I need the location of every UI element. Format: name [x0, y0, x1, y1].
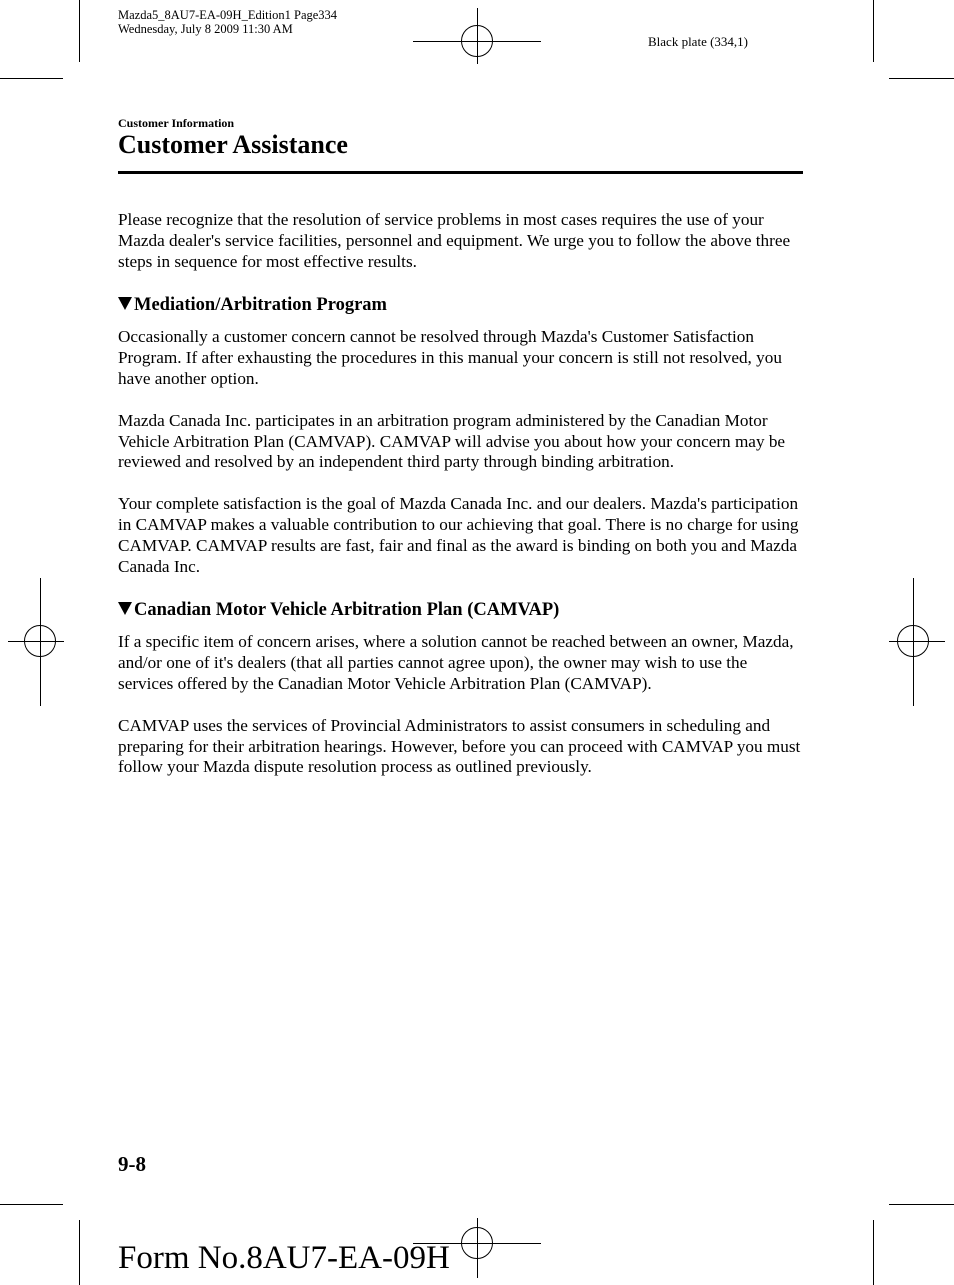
camvap-paragraph-2: CAMVAP uses the services of Provincial Administrators to assist consumers in scheduling and preparing for their arbitration hearings. However, before you can proceed with CAMVAP you must follow your Mazda dispute resolution process as outlined previously. [118, 715, 801, 777]
print-meta [118, 8, 337, 36]
form-number: Form No.8AU7-EA-09H [118, 1240, 450, 1276]
mediation-paragraph-2: Mazda Canada Inc. participates in an arbitration program administered by the Canadian Motor Vehicle Arbitration Plan (CAMVAP). CAMVAP will advise you about how your concern may be reviewed and resolved by an independent third party through binding arbitration. [118, 410, 786, 472]
section-label: Customer Information [118, 116, 235, 130]
page-title: Customer Assistance [118, 130, 348, 159]
heading-mediation [118, 294, 806, 316]
heading-camvap-text: Canadian Motor Vehicle Arbitration Plan (CAMVAP) [134, 600, 560, 621]
heading-camvap [118, 599, 806, 621]
intro-paragraph: Please recognize that the resolution of service problems in most cases requires the use of your Mazda dealer's service facilities, personnel and equipment. We urge you to follow the above three steps in sequence for most effective results. [118, 210, 791, 271]
plate-label: Black plate (334,1) [648, 34, 748, 49]
mediation-paragraph-1: Occasionally a customer concern cannot be resolved through Mazda's Customer Satisfaction Program. If after exhausting the procedures in this manual your concern is still not resolved, you have another option. [118, 327, 782, 388]
page-number: 9-8 [118, 1152, 146, 1176]
camvap-paragraph-1: If a specific item of concern arises, where a solution cannot be reached between an owner, Mazda, and/or one of it's dealers (that all parties cannot agree upon), the owner may wish to use the services offered by the Canadian Motor Vehicle Arbitration Plan (CAMVAP). [118, 632, 794, 693]
triangle-down-icon [118, 602, 132, 615]
print-meta-file: Mazda5_8AU7-EA-09H_Edition1 Page334 [118, 8, 338, 22]
heading-mediation-text: Mediation/Arbitration Program [134, 295, 387, 316]
content [118, 210, 806, 778]
title-rule [118, 171, 803, 174]
print-meta-date: Wednesday, July 8 2009 11:30 AM [118, 22, 293, 36]
triangle-down-icon [118, 297, 132, 310]
mediation-paragraph-3: Your complete satisfaction is the goal of Mazda Canada Inc. and our dealers. Mazda's participation in CAMVAP makes a valuable contribution to our achieving that goal. There is no charge for using CAMVAP. CAMVAP results are fast, fair and final as the award is binding on both you and Mazda Canada Inc. [118, 494, 799, 576]
